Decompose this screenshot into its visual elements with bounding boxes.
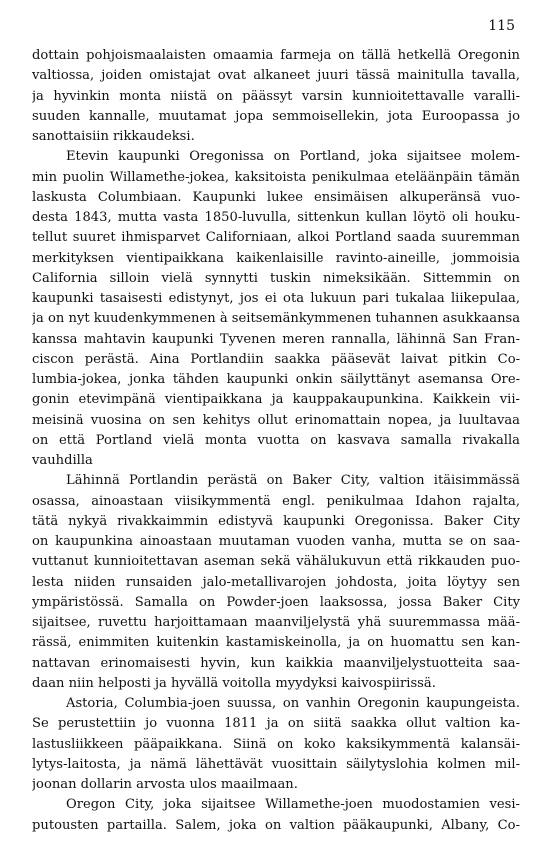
text-line: osassa, ainoastaan viisikymmentä engl. penikulmaa Idahon rajalta,	[32, 493, 520, 509]
text-line: nattavan erinomaisesti hyvin, kun kaikkia maanviljelystuotteita saa-	[32, 655, 520, 671]
text-line: Lähinnä Portlandin perästä on Baker City, valtion itäisimmässä	[66, 473, 520, 489]
text-line: vuttanut kunnioitettavan aseman sekä vähälukuvun että rikkauden puo-	[32, 554, 520, 570]
text-line: rässä, enimmiten kuitenkin kastamiskeinolla, ja on huomattu sen kan-	[32, 635, 520, 651]
text-line: daan niin helposti ja hyvällä voitolla myydyksi kaivospiirissä.	[32, 675, 436, 691]
text-line: laskusta Columbiaan. Kaupunki lukee ensimäisen alkuperänsä vuo-	[32, 189, 520, 205]
text-line: suuden kannalle, muutamat jopa semmoisellekin, jota Euroopassa jo	[32, 108, 520, 124]
text-line: Astoria, Columbia-joen suussa, on vanhin Oregonin kaupungeista.	[66, 696, 520, 711]
text-line: California silloin vielä synnytti tuskin nimeksikään. Sittemmin on	[32, 270, 520, 286]
text-line: ja on nyt kuudenkymmenen à seitsemänkymmenen tuhannen asukkaansa	[32, 311, 520, 327]
text-line: ja hyvinkin monta niistä on päässyt varsin kunnioitettavalle varalli-	[32, 88, 520, 104]
text-line: kaupunki tasaisesti edistynyt, jos ei ota lukuun pari tukalaa liikepulaa,	[32, 291, 520, 306]
text-line: sanottaisiin rikkaudeksi.	[32, 129, 195, 144]
page-number: 115	[488, 18, 515, 34]
text-line: joonan dollarin arvosta ulos maailmaan.	[32, 777, 298, 792]
text-line: putousten partailla. Salem, joka on valtion pääkaupunki, Albany, Co-	[32, 817, 520, 833]
text-line: lumbia-jokea, jonka tähden kaupunki onkin säilyttänyt asemansa Ore-	[32, 372, 520, 387]
text-line: vauhdilla	[32, 453, 93, 468]
body-text	[32, 46, 520, 836]
text-line: min puolin Willamethe-jokea, kaksitoista penikulmaa eteläänpäin tämän	[32, 169, 520, 185]
text-line: Etevin kaupunki Oregonissa on Portland, joka sijaitsee molem-	[66, 149, 520, 165]
text-line: dottain pohjoismaalaisten omaamia farmeja on tällä hetkellä Oregonin	[32, 48, 520, 63]
text-line: lytys-laitosta, ja nämä lähettävät vuosittain säilytyslohia kolmen mil-	[32, 756, 520, 772]
text-line: tätä nykyä rivakkaimmin edistyvä kaupunki Oregonissa. Baker City	[32, 513, 520, 529]
text-line: lesta niiden runsaiden jalo-metallivarojen johdosta, joita löytyy sen	[32, 574, 520, 590]
text-line: Se perustettiin jo vuonna 1811 ja on siitä saakka ollut valtion ka-	[32, 716, 520, 732]
text-line: tellut suuret ihmisparvet Californiaan, alkoi Portland saada suuremman	[32, 230, 520, 246]
text-line: ciscon perästä. Aina Portlandiin saakka pääsevät laivat pitkin Co-	[32, 351, 520, 367]
text-line: lastusliikkeen pääpaikkana. Siinä on koko kaksikymmentä kalansäi-	[32, 736, 520, 752]
text-line: gonin etevimpänä vientipaikkana ja kauppakaupunkina. Kaikkein vii-	[32, 392, 520, 408]
text-line: on kaupunkina ainoastaan muutaman vuoden vanha, mutta se on saa-	[32, 534, 520, 549]
text-line: ympäristössä. Samalla on Powder-joen laaksossa, jossa Baker City	[32, 594, 520, 610]
text-line: on että Portland vielä monta vuotta on kasvava samalla rivakalla	[32, 432, 520, 448]
text-line: meisinä vuosina on sen kehitys ollut erinomattain nopea, ja luultavaa	[32, 412, 520, 428]
text-line: merkityksen vientipaikkana kaikenlaisille ravinto-aineille, jommoisia	[32, 250, 520, 266]
text-line: valtiossa, joiden omistajat ovat alkaneet juuri tässä mainitulla tavalla,	[32, 68, 520, 84]
text-line: Oregon City, joka sijaitsee Willamethe-joen muodostamien vesi-	[66, 797, 520, 813]
text-line: kanssa mahtavin kaupunki Tyvenen meren rannalla, lähinnä San Fran-	[32, 331, 520, 347]
text-line: desta 1843, mutta vasta 1850-luvulla, sittenkun kullan löytö oli houku-	[32, 210, 520, 225]
text-line: sijaitsee, ruvettu harjoittamaan maanviljelystä yhä suuremmassa mää-	[32, 615, 520, 630]
